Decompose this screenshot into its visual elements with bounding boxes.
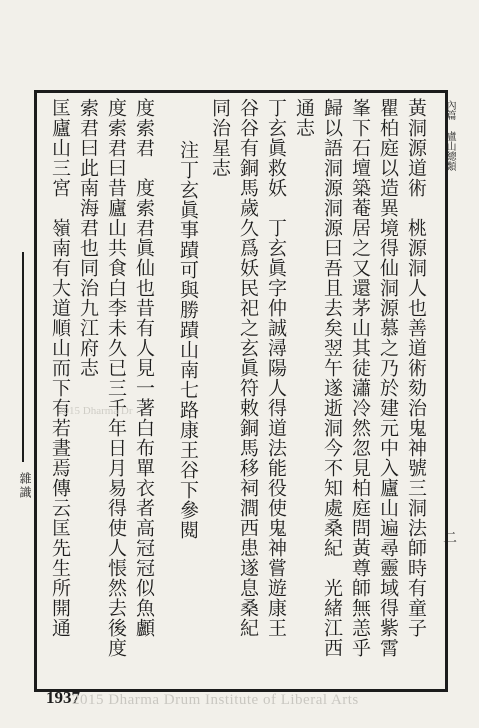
text-column-4: 歸以語洞源洞源曰吾且去矣翌午遂逝洞今不知處桑紀 光緒江西 <box>321 98 343 658</box>
text-column-9: 注丁玄眞事蹟可與勝蹟山南七路康王谷下參閱 <box>177 140 199 540</box>
banner-title: 雜識 <box>18 472 32 500</box>
text-column-3: 峯下石壇築菴居之又還茅山其徒瀟冷然忽見柏庭問黃尊師無恙乎 <box>349 98 371 658</box>
page-number: 1937 <box>46 688 80 707</box>
text-column-6: 丁玄眞救妖 丁玄眞字仲誠潯陽人得道法能役使鬼神嘗遊康王 <box>265 98 287 638</box>
text-column-10: 度索君 度索君眞仙也昔有人見一著白布單衣者高冠冠似魚顱 <box>133 98 155 638</box>
right-margin-sub: 內篇 盧山總類 <box>444 100 455 171</box>
watermark-mid: 2015 Dharma Dr <box>58 405 133 417</box>
text-column-8: 同治星志 <box>209 98 231 178</box>
right-margin-page: 二 <box>441 530 457 544</box>
right-margin <box>440 100 458 544</box>
text-column-13: 匡廬山三宮 嶺南有大道順山而下有若晝焉傳云匡先生所開通 <box>49 98 71 638</box>
text-column-12: 索君曰此南海君也同治九江府志 <box>77 98 99 378</box>
watermark: 2015 Dharma Drum Institute of Liberal Arts <box>72 692 359 708</box>
text-column-5: 通志 <box>293 98 315 138</box>
text-column-1: 黃洞源道術 桃源洞人也善道術劾治鬼神號三洞法師時有童子 <box>405 98 427 638</box>
banner-rule <box>22 252 24 462</box>
text-column-2: 瞿柏庭以造異境得仙洞源慕之乃於建元中入廬山遍尋靈域得紫霄 <box>377 98 399 658</box>
text-column-7: 谷谷有銅馬歲久爲妖民祀之玄眞符敕銅馬移祠澗西患遂息桑紀 <box>237 98 259 638</box>
left-margin-banner <box>16 92 34 684</box>
text-column-11: 度索君曰昔廬山共食白李未久已三千年日月易得使人悵然去後度 <box>105 98 127 658</box>
